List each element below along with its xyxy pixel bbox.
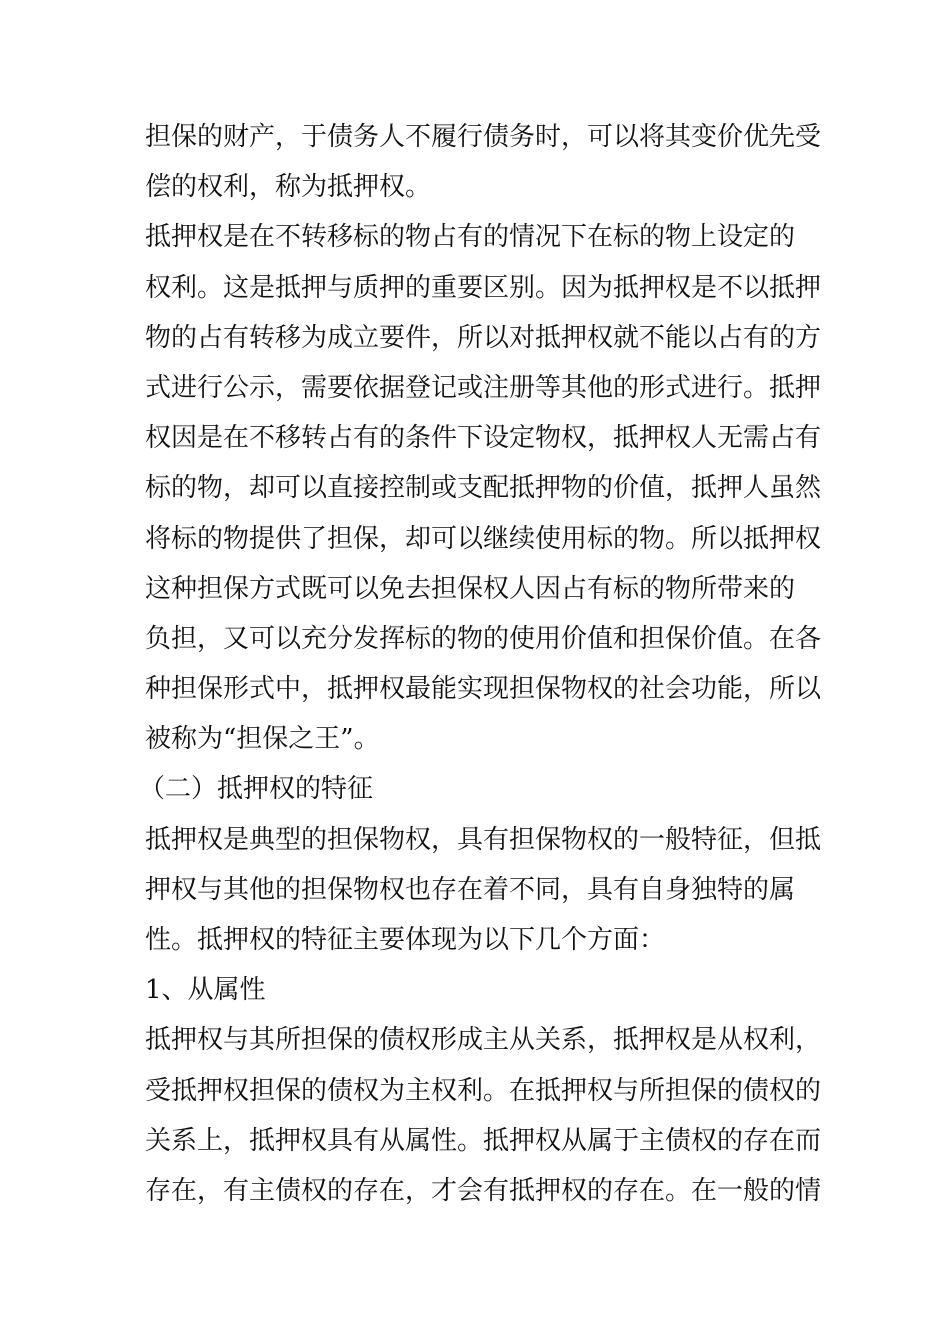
text-line: 抵押权与其所担保的债权形成主从关系，抵押权是从权利， — [145, 1025, 822, 1056]
text-line: 抵押权是在不转移标的物占有的情况下在标的物上设定的 — [145, 222, 796, 253]
text-line: 担保的财产，于债务人不履行债务时，可以将其变价优先受 — [145, 122, 822, 152]
text-line: 性。抵押权的特征主要体现为以下几个方面： — [145, 925, 666, 955]
text-line: 存在，有主债权的存在，才会有抵押权的存在。在一般的情 — [145, 1175, 822, 1206]
subsection-heading: 1、从属性 — [145, 975, 266, 1006]
text-line: 将标的物提供了担保，却可以继续使用标的物。所以抵押权 — [145, 523, 822, 554]
text-line: 这种担保方式既可以免去担保权人因占有标的物所带来的 — [145, 573, 796, 604]
text-line: 物的占有转移为成立要件，所以对抵押权就不能以占有的方 — [145, 322, 822, 353]
text-line: 权因是在不移转占有的条件下设定物权，抵押权人无需占有 — [145, 423, 822, 454]
text-line: 受抵押权担保的债权为主权利。在抵押权与所担保的债权的 — [145, 1075, 822, 1106]
text-line: 关系上，抵押权具有从属性。抵押权从属于主债权的存在而 — [145, 1125, 822, 1156]
text-line: 式进行公示，需要依据登记或注册等其他的形式进行。抵押 — [145, 372, 822, 403]
section-heading: （二）抵押权的特征 — [139, 774, 374, 805]
text-line: 种担保形式中，抵押权最能实现担保物权的社会功能，所以 — [145, 674, 822, 705]
text-line: 标的物，却可以直接控制或支配抵押物的价值，抵押人虽然 — [145, 473, 822, 504]
document-body — [139, 112, 822, 1216]
text-line: 负担，又可以充分发挥标的物的使用价值和担保价值。在各 — [145, 623, 822, 654]
text-line: 权利。这是抵押与质押的重要区别。因为抵押权是不以抵押 — [145, 272, 822, 303]
text-line: 偿的权利，称为抵押权。 — [145, 172, 432, 203]
text-line: 被称为“担保之王”。 — [145, 724, 380, 755]
text-line: 抵押权是典型的担保物权，具有担保物权的一般特征，但抵 — [145, 824, 822, 855]
text-line: 押权与其他的担保物权也存在着不同，具有自身独特的属 — [145, 874, 796, 905]
